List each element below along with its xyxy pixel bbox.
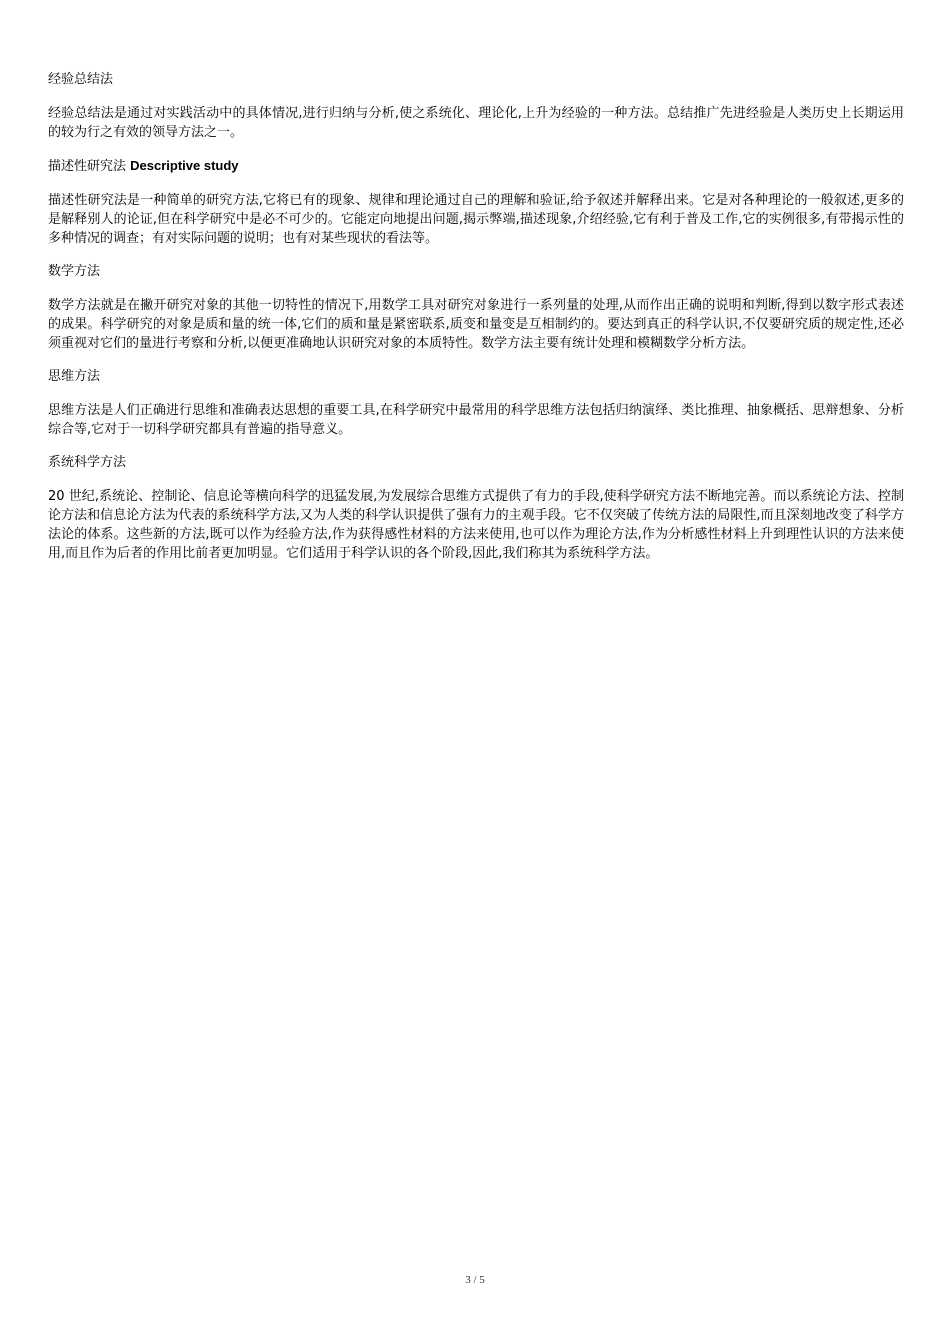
document-body bbox=[48, 70, 904, 577]
section-heading-text: 描述性研究法 bbox=[48, 159, 131, 174]
section-heading-text: 经验总结法 bbox=[48, 72, 114, 87]
section-paragraph-math-method: 数学方法就是在撇开研究对象的其他一切特性的情况下,用数学工具对研究对象进行一系列量的处理,从而作出正确的说明和判断,得到以数字形式表述的成果。科学研究的对象是质和量的统一体,它们的质和量是紧密联系,质变和量变是互相制约的。要达到真正的科学认识,不仅要研究质的规定性,还必须重视对它们的量进行考察和分析,以便更准确地认识研究对象的本质特性。数学方法主要有统计处理和模糊数学分析方法。 bbox=[48, 298, 904, 351]
section-paragraph-experience-summary: 经验总结法是通过对实践活动中的具体情况,进行归纳与分析,使之系统化、理论化,上升为经验的一种方法。总结推广先进经验是人类历史上长期运用的较为行之有效的领导方法之一。 bbox=[48, 106, 904, 140]
section-heading-experience-summary bbox=[48, 70, 904, 90]
section-heading-descriptive-study bbox=[48, 156, 904, 177]
section-paragraph-descriptive-study: 描述性研究法是一种简单的研究方法,它将已有的现象、规律和理论通过自己的理解和验证,给予叙述并解释出来。它是对各种理论的一般叙述,更多的是解释别人的论证,但在科学研究中是必不可少的。它能定向地提出问题,揭示弊端,描述现象,介绍经验,它有利于普及工作,它的实例很多,有带揭示性的多种情况的调查；有对实际问题的说明；也有对某些现状的看法等。 bbox=[48, 193, 904, 246]
section-paragraph-thinking-method: 思维方法是人们正确进行思维和准确表达思想的重要工具,在科学研究中最常用的科学思维方法包括归纳演绎、类比推理、抽象概括、思辩想象、分析综合等,它对于一切科学研究都具有普遍的指导意义。 bbox=[48, 403, 904, 437]
section-paragraph-systems-science-method: 20 世纪,系统论、控制论、信息论等横向科学的迅猛发展,为发展综合思维方式提供了有力的手段,使科学研究方法不断地完善。而以系统论方法、控制论方法和信息论方法为代表的系统科学方法,又为人类的科学认识提供了强有力的主观手段。它不仅突破了传统方法的局限性,而且深刻地改变了科学方法论的体系。这些新的方法,既可以作为经验方法,作为获得感性材料的方法来使用,也可以作为理论方法,作为分析感性材料上升到理性认识的方法来使用,而且作为后者的作用比前者更加明显。它们适用于科学认识的各个阶段,因此,我们称其为系统科学方法。 bbox=[48, 489, 904, 561]
section-heading-english-text: Descriptive study bbox=[130, 158, 239, 173]
page-number: 3 / 5 bbox=[465, 1274, 485, 1286]
section-heading-systems-science-method bbox=[48, 453, 904, 473]
section-heading-math-method bbox=[48, 262, 904, 282]
section-heading-text: 系统科学方法 bbox=[48, 455, 127, 470]
section-heading-thinking-method bbox=[48, 367, 904, 387]
section-heading-text: 数学方法 bbox=[48, 264, 101, 279]
section-heading-text: 思维方法 bbox=[48, 369, 101, 384]
